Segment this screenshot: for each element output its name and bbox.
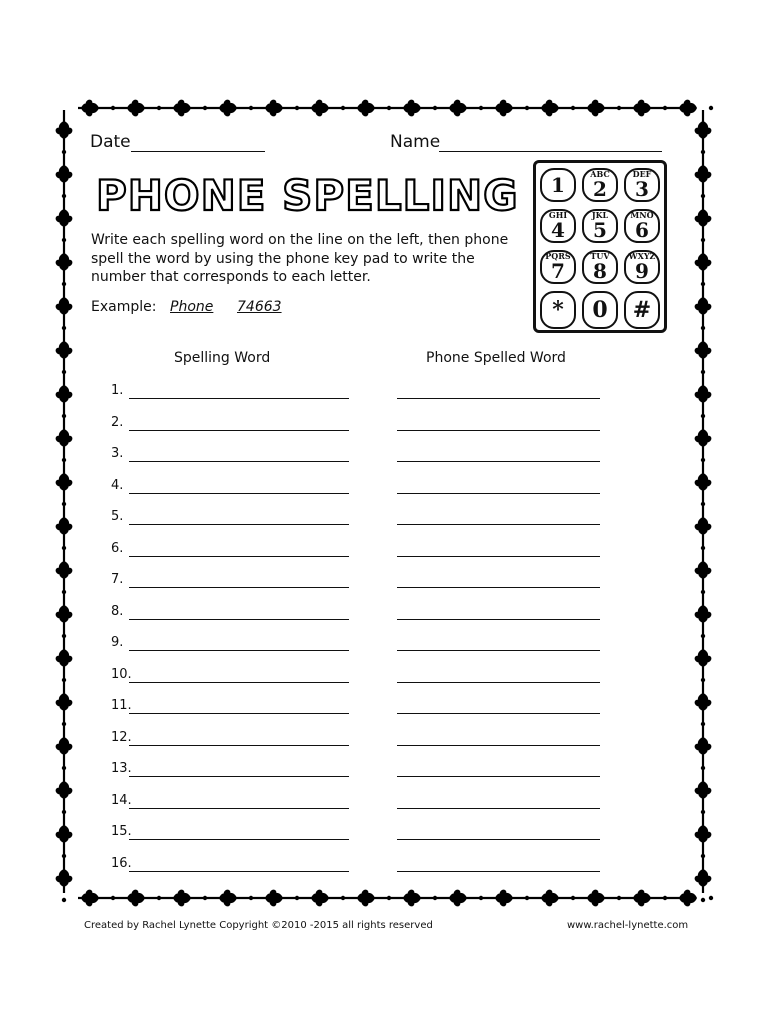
phone-spelled-word-line[interactable] (397, 493, 600, 494)
date-label: Date (90, 132, 131, 152)
spelling-word-line[interactable] (129, 745, 349, 746)
key-digit: 8 (593, 259, 607, 283)
row-number: 10. (111, 666, 132, 682)
phone-spelled-word-line[interactable] (397, 808, 600, 809)
row-number: 3. (111, 446, 124, 461)
keypad-key (582, 250, 618, 284)
key-digit: 7 (551, 259, 565, 283)
spelling-word-line[interactable] (129, 650, 349, 651)
row-number: 4. (111, 477, 124, 493)
row-number: 15. (111, 824, 132, 839)
keypad-key (624, 291, 660, 329)
spelling-word-line[interactable] (129, 808, 349, 809)
key-letters: ABC (590, 169, 610, 179)
spelling-word-heading: Spelling Word (174, 350, 271, 366)
copyright-text: Created by Rachel Lynette Copyright ©2010 -2015 all rights reserved (84, 920, 433, 931)
phone-spelled-word-line[interactable] (397, 461, 600, 462)
key-letters: PQRS (545, 251, 571, 261)
key-digit: 3 (635, 177, 649, 201)
instructions-text: Write each spelling word on the line on the left, then phone spell the word by using the phone key pad to write the number that corresponds to each letter. (91, 232, 509, 285)
key-digit: 9 (635, 259, 649, 283)
spelling-word-line[interactable] (129, 619, 349, 620)
website-text: www.rachel-lynette.com (567, 920, 689, 931)
keypad-key (624, 250, 660, 284)
key-digit: 0 (592, 297, 608, 323)
example-label: Example: (91, 299, 157, 315)
key-letters: WXYZ (628, 251, 656, 261)
key-letters: DEF (632, 169, 652, 179)
key-digit: 6 (635, 218, 649, 242)
keypad-key (624, 209, 660, 243)
example-number: 74663 (237, 299, 282, 315)
phone-spelled-word-line[interactable] (397, 682, 600, 683)
name-field-line[interactable] (439, 151, 662, 152)
spelling-word-line[interactable] (129, 493, 349, 494)
row-number: 7. (111, 572, 124, 587)
spelling-word-line[interactable] (129, 871, 349, 872)
keypad-key (624, 168, 660, 202)
phone-spelled-word-line[interactable] (397, 556, 600, 557)
key-digit: 2 (593, 177, 607, 201)
spelling-word-line[interactable] (129, 430, 349, 431)
spelling-word-line[interactable] (129, 713, 349, 714)
phone-spelled-word-line[interactable] (397, 650, 600, 651)
row-number: 6. (111, 540, 124, 556)
row-number: 1. (111, 383, 124, 398)
row-number: 12. (111, 729, 132, 745)
spelling-word-line[interactable] (129, 398, 349, 399)
phone-spelled-word-line[interactable] (397, 398, 600, 399)
key-digit: * (552, 297, 564, 323)
phone-spelled-word-line[interactable] (397, 871, 600, 872)
date-field-line[interactable] (131, 151, 265, 152)
phone-spelled-word-heading: Phone Spelled Word (426, 350, 566, 366)
keypad-key (540, 168, 576, 202)
keypad-key (582, 209, 618, 243)
key-digit: 1 (551, 173, 565, 197)
name-label: Name (390, 132, 441, 152)
worksheet-title: PHONE SPELLING (96, 171, 519, 220)
phone-spelled-word-line[interactable] (397, 776, 600, 777)
key-letters: GHI (548, 210, 568, 220)
phone-spelled-word-line[interactable] (397, 713, 600, 714)
row-number: 16. (111, 855, 132, 871)
row-number: 8. (111, 603, 124, 619)
spelling-word-line[interactable] (129, 587, 349, 588)
phone-spelled-word-line[interactable] (397, 587, 600, 588)
spelling-word-line[interactable] (129, 461, 349, 462)
spelling-word-line[interactable] (129, 524, 349, 525)
phone-spelled-word-line[interactable] (397, 524, 600, 525)
phone-spelled-word-line[interactable] (397, 430, 600, 431)
keypad-key (582, 168, 618, 202)
row-number: 2. (111, 414, 124, 430)
key-digit: 5 (593, 218, 607, 242)
phone-keypad (533, 160, 667, 333)
spelling-word-line[interactable] (129, 556, 349, 557)
keypad-key (582, 291, 618, 329)
row-number: 11. (111, 698, 132, 713)
phone-spelled-word-line[interactable] (397, 839, 600, 840)
key-digit: # (632, 297, 652, 323)
row-number: 5. (111, 509, 124, 524)
key-digit: 4 (551, 218, 565, 242)
key-letters: MNO (630, 210, 654, 220)
phone-spelled-word-line[interactable] (397, 745, 600, 746)
spelling-word-line[interactable] (129, 776, 349, 777)
spelling-word-line[interactable] (129, 839, 349, 840)
phone-spelled-word-line[interactable] (397, 619, 600, 620)
keypad-key (540, 209, 576, 243)
key-letters: TUV (590, 251, 610, 261)
row-number: 9. (111, 635, 124, 650)
key-letters: JKL (591, 210, 609, 220)
keypad-key (540, 250, 576, 284)
example-word: Phone (170, 299, 214, 315)
spelling-word-line[interactable] (129, 682, 349, 683)
keypad-key (540, 291, 576, 329)
row-number: 14. (111, 792, 132, 808)
row-number: 13. (111, 761, 132, 776)
